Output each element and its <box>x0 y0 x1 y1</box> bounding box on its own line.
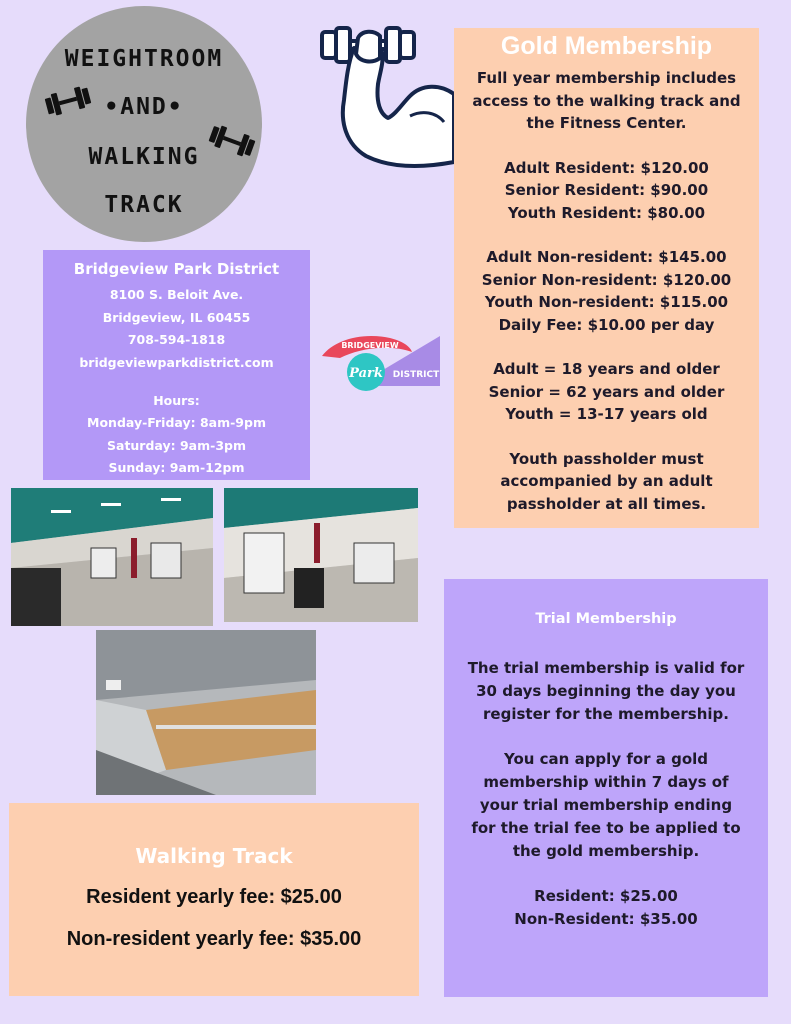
nonresident-yearly-fee: Non-resident yearly fee: $35.00 <box>66 928 362 950</box>
park-district-info-box <box>43 250 310 480</box>
resident-yearly-fee: Resident yearly fee: $25.00 <box>86 886 342 908</box>
hours-line: Sunday: 9am-12pm <box>108 460 245 475</box>
walking-track-box <box>9 803 419 996</box>
gold-intro-line: access to the walking track and <box>472 91 741 110</box>
park-district-name: Bridgeview Park District <box>73 260 280 278</box>
gold-membership-title: Gold Membership <box>500 32 713 60</box>
trial-nonresident-price: Non-Resident: $35.00 <box>514 910 698 928</box>
gold-note-line: Youth passholder must <box>509 449 704 468</box>
gold-age-line: Adult = 18 years and older <box>493 360 720 378</box>
flexed-arm-icon <box>318 22 458 182</box>
walking-track-photo <box>96 630 316 795</box>
gold-price-line: Youth Resident: $80.00 <box>507 203 706 222</box>
walking-track-title: Walking Track <box>135 844 293 868</box>
trial-membership-title: Trial Membership <box>535 611 677 627</box>
logo-park-text: Park <box>349 366 383 381</box>
trial-text-line: The trial membership is valid for <box>467 659 745 677</box>
trial-text-line: your trial membership ending <box>479 796 733 814</box>
dumbbell-icon <box>42 86 94 116</box>
gold-price-line: Adult Resident: $120.00 <box>504 158 709 177</box>
title-track: TRACK <box>104 192 184 218</box>
title-weightroom: WEIGHTROOM <box>64 46 224 72</box>
fitness-center-photo <box>11 488 213 626</box>
gold-age-line: Senior = 62 years and older <box>488 382 725 401</box>
gold-price-line: Adult Non-resident: $145.00 <box>486 248 727 266</box>
hours-line: Saturday: 9am-3pm <box>107 437 246 453</box>
trial-text-line: register for the membership. <box>483 705 729 723</box>
trial-text-line: 30 days beginning the day you <box>476 682 736 700</box>
title-circle <box>26 6 262 242</box>
weight-room-photo <box>224 488 418 622</box>
trial-membership-box <box>444 579 768 997</box>
address-line: Bridgeview, IL 60455 <box>102 309 251 325</box>
gold-note-line: accompanied by an adult <box>500 472 713 490</box>
trial-text-line: for the trial fee to be applied to <box>471 819 741 837</box>
address-line: 8100 S. Beloit Ave. <box>109 287 244 302</box>
trial-text-line: You can apply for a gold <box>503 750 709 768</box>
gold-price-line: Senior Non-resident: $120.00 <box>481 270 732 289</box>
gold-age-line: Youth = 13-17 years old <box>505 405 708 423</box>
gold-note-line: passholder at all times. <box>506 494 707 513</box>
gold-membership-box <box>454 28 759 528</box>
hours-line: Monday-Friday: 8am-9pm <box>87 415 266 430</box>
title-and: •AND• <box>104 94 184 120</box>
trial-text-line: the gold membership. <box>512 842 700 860</box>
trial-text-line: membership within 7 days of <box>483 773 729 791</box>
gold-price-line: Youth Non-resident: $115.00 <box>484 293 729 311</box>
logo-bridgeview-text: BRIDGEVIEW <box>341 341 399 350</box>
hours-label: Hours: <box>153 393 200 408</box>
phone-number: 708-594-1818 <box>127 332 226 347</box>
gold-intro-line: the Fitness Center. <box>526 114 687 132</box>
gold-intro-line: Full year membership includes <box>476 69 737 87</box>
title-walking: WALKING <box>88 144 200 170</box>
trial-resident-price: Resident: $25.00 <box>534 887 678 905</box>
gold-price-line: Senior Resident: $90.00 <box>504 181 709 199</box>
bridgeview-park-district-logo <box>320 330 444 392</box>
logo-district-text: DISTRICT <box>392 370 440 380</box>
dumbbell-icon <box>206 124 258 158</box>
gold-daily-fee: Daily Fee: $10.00 per day <box>498 315 715 334</box>
website-link: bridgeviewparkdistrict.com <box>79 354 274 370</box>
